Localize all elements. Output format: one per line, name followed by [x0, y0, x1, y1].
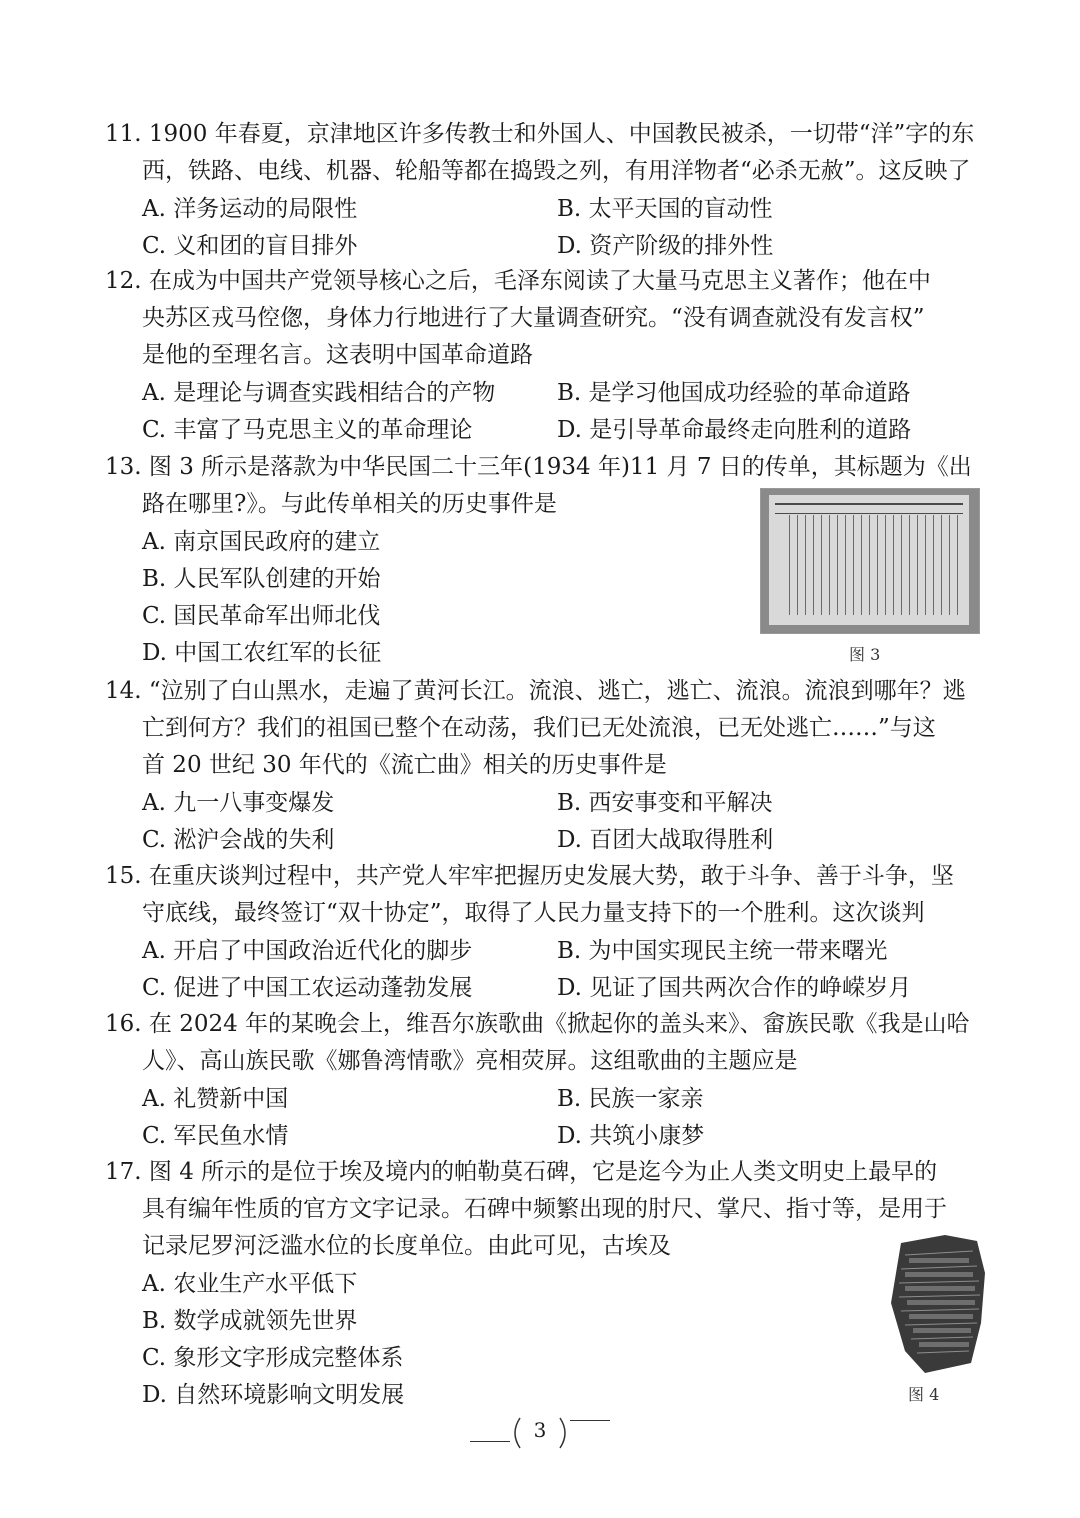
question-stem: 亡到何方？我们的祖国已整个在动荡，我们已无处流浪，已无处逃亡……”与这 [142, 715, 936, 741]
option-c[interactable]: C. 义和团的盲目排外 [142, 233, 358, 259]
page-number-footer [470, 1416, 610, 1450]
option-c[interactable]: C. 淞沪会战的失利 [142, 827, 335, 853]
question-stem: 西，铁路、电线、机器、轮船等都在捣毁之列，有用洋物者“必杀无赦”。这反映了 [142, 158, 971, 184]
page-number: 3 [533, 1418, 547, 1442]
question-stem: 具有编年性质的官方文字记录。石碑中频繁出现的肘尺、掌尺、指寸等，是用于 [142, 1196, 947, 1222]
question-stem: 守底线，最终签订“双十协定”，取得了人民力量支持下的一个胜利。这次谈判 [142, 900, 925, 926]
question-stem: 14. “泣别了白山黑水，走遍了黄河长江。流浪、逃亡，逃亡、流浪。流浪到哪年？逃 [105, 678, 966, 704]
question-stem: 11. 1900 年春夏，京津地区许多传教士和外国人、中国教民被杀，一切带“洋”字的东 [105, 121, 975, 147]
option-b[interactable]: B. 数学成就领先世界 [142, 1308, 358, 1334]
question-stem: 人》、高山族民歌《娜鲁湾情歌》亮相荧屏。这组歌曲的主题应是 [142, 1048, 798, 1074]
right-bracket-icon [556, 1416, 572, 1450]
question-stem: 央苏区戎马倥偬，身体力行地进行了大量调查研究。“没有调查就没有发言权” [142, 305, 925, 331]
question-stem: 13. 图 3 所示是落款为中华民国二十三年(1934 年)11 月 7 日的传单，其标题为《出 [105, 454, 972, 480]
option-d[interactable]: D. 中国工农红军的长征 [142, 640, 382, 666]
option-c[interactable]: C. 丰富了马克思主义的革命理论 [142, 417, 473, 443]
option-c[interactable]: C. 军民鱼水情 [142, 1123, 289, 1149]
option-a[interactable]: A. 礼赞新中国 [142, 1086, 289, 1112]
option-b[interactable]: B. 人民军队创建的开始 [142, 566, 381, 592]
question-stem: 路在哪里?》。与此传单相关的历史事件是 [142, 491, 557, 517]
option-d[interactable]: D. 资产阶级的排外性 [557, 233, 774, 259]
option-a[interactable]: A. 南京国民政府的建立 [142, 529, 381, 555]
option-c[interactable]: C. 促进了中国工农运动蓬勃发展 [142, 975, 473, 1001]
option-c[interactable]: C. 象形文字形成完整体系 [142, 1345, 404, 1371]
option-a[interactable]: A. 开启了中国政治近代化的脚步 [142, 938, 473, 964]
question-stem: 是他的至理名言。这表明中国革命道路 [142, 342, 533, 368]
option-a[interactable]: A. 是理论与调查实践相结合的产物 [142, 380, 496, 406]
option-d[interactable]: D. 百团大战取得胜利 [557, 827, 774, 853]
option-b[interactable]: B. 民族一家亲 [557, 1086, 704, 1112]
figure-3-leaflet-image [760, 488, 980, 634]
question-stem: 16. 在 2024 年的某晚会上，维吾尔族歌曲《掀起你的盖头来》、畲族民歌《我是山哈 [105, 1011, 970, 1037]
option-d[interactable]: D. 自然环境影响文明发展 [142, 1382, 405, 1408]
option-b[interactable]: B. 是学习他国成功经验的革命道路 [557, 380, 911, 406]
option-d[interactable]: D. 见证了国共两次合作的峥嵘岁月 [557, 975, 912, 1001]
option-a[interactable]: A. 九一八事变爆发 [142, 790, 335, 816]
question-stem: 17. 图 4 所示的是位于埃及境内的帕勒莫石碑，它是迄今为止人类文明史上最早的 [105, 1159, 938, 1185]
option-a[interactable]: A. 洋务运动的局限性 [142, 196, 358, 222]
question-stem: 记录尼罗河泛滥水位的长度单位。由此可见，古埃及 [142, 1233, 671, 1259]
question-stem: 12. 在成为中国共产党领导核心之后，毛泽东阅读了大量马克思主义著作；他在中 [105, 268, 931, 294]
option-c[interactable]: C. 国民革命军出师北伐 [142, 603, 381, 629]
figure-4-palermo-stone-image [885, 1233, 988, 1375]
option-b[interactable]: B. 为中国实现民主统一带来曙光 [557, 938, 888, 964]
option-d[interactable]: D. 共筑小康梦 [557, 1123, 705, 1149]
option-d[interactable]: D. 是引导革命最终走向胜利的道路 [557, 417, 912, 443]
option-a[interactable]: A. 农业生产水平低下 [142, 1271, 358, 1297]
option-b[interactable]: B. 西安事变和平解决 [557, 790, 773, 816]
figure-3-caption: 图 3 [849, 645, 881, 664]
option-b[interactable]: B. 太平天国的盲动性 [557, 196, 773, 222]
figure-4-caption: 图 4 [908, 1385, 940, 1404]
question-stem: 15. 在重庆谈判过程中，共产党人牢牢把握历史发展大势，敢于斗争、善于斗争，坚 [105, 863, 954, 889]
question-stem: 首 20 世纪 30 年代的《流亡曲》相关的历史事件是 [142, 752, 667, 778]
